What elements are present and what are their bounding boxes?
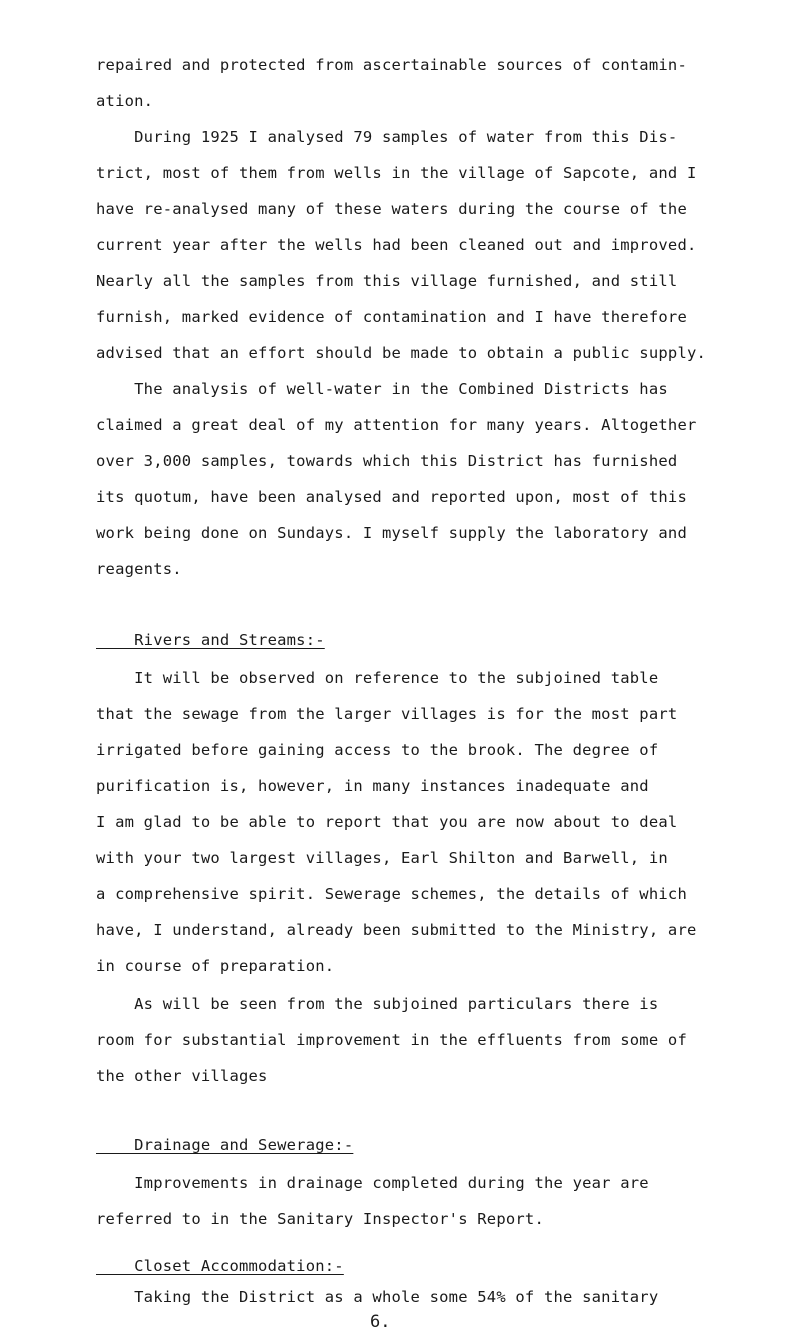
text-line: advised that an effort should be made to obtain a public supply.: [96, 344, 707, 362]
text-line: The analysis of well-water in the Combined Districts has: [96, 380, 668, 398]
text-line: Taking the District as a whole some 54% of the sanitary: [96, 1288, 659, 1306]
text-line: in course of preparation.: [96, 957, 335, 975]
section-heading-drainage-and-sewerage: Drainage and Sewerage:-: [96, 1136, 354, 1154]
text-line: trict, most of them from wells in the village of Sapcote, and I: [96, 164, 697, 182]
text-line: During 1925 I analysed 79 samples of water from this Dis-: [96, 128, 678, 146]
section-heading-closet-accommodation: Closet Accommodation:-: [96, 1257, 344, 1275]
text-line: room for substantial improvement in the effluents from some of: [96, 1031, 687, 1049]
section-heading-rivers-and-streams: Rivers and Streams:-: [96, 631, 325, 649]
text-line: work being done on Sundays. I myself supply the laboratory and: [96, 524, 687, 542]
text-line: with your two largest villages, Earl Shilton and Barwell, in: [96, 849, 668, 867]
text-line: reagents.: [96, 560, 182, 578]
text-line: ation.: [96, 92, 154, 110]
text-line: Improvements in drainage completed during the year are: [96, 1174, 649, 1192]
text-line: a comprehensive spirit. Sewerage schemes, the details of which: [96, 885, 687, 903]
text-line: It will be observed on reference to the subjoined table: [96, 669, 659, 687]
text-line: repaired and protected from ascertainable sources of contamin-: [96, 56, 687, 74]
text-line: over 3,000 samples, towards which this District has furnished: [96, 452, 678, 470]
text-line: that the sewage from the larger villages is for the most part: [96, 705, 678, 723]
text-line: irrigated before gaining access to the brook. The degree of: [96, 741, 659, 759]
text-line: furnish, marked evidence of contamination and I have therefore: [96, 308, 687, 326]
text-line: its quotum, have been analysed and reported upon, most of this: [96, 488, 687, 506]
text-line: referred to in the Sanitary Inspector's Report.: [96, 1210, 544, 1228]
text-line: I am glad to be able to report that you are now about to deal: [96, 813, 678, 831]
text-line: current year after the wells had been cleaned out and improved.: [96, 236, 697, 254]
text-line: the other villages: [96, 1067, 268, 1085]
page-number: 6.: [370, 1312, 391, 1332]
text-line: Nearly all the samples from this village furnished, and still: [96, 272, 678, 290]
text-line: have re-analysed many of these waters during the course of the: [96, 200, 687, 218]
text-line: purification is, however, in many instances inadequate and: [96, 777, 649, 795]
text-line: As will be seen from the subjoined particulars there is: [96, 995, 659, 1013]
text-line: have, I understand, already been submitted to the Ministry, are: [96, 921, 697, 939]
text-line: claimed a great deal of my attention for many years. Altogether: [96, 416, 697, 434]
